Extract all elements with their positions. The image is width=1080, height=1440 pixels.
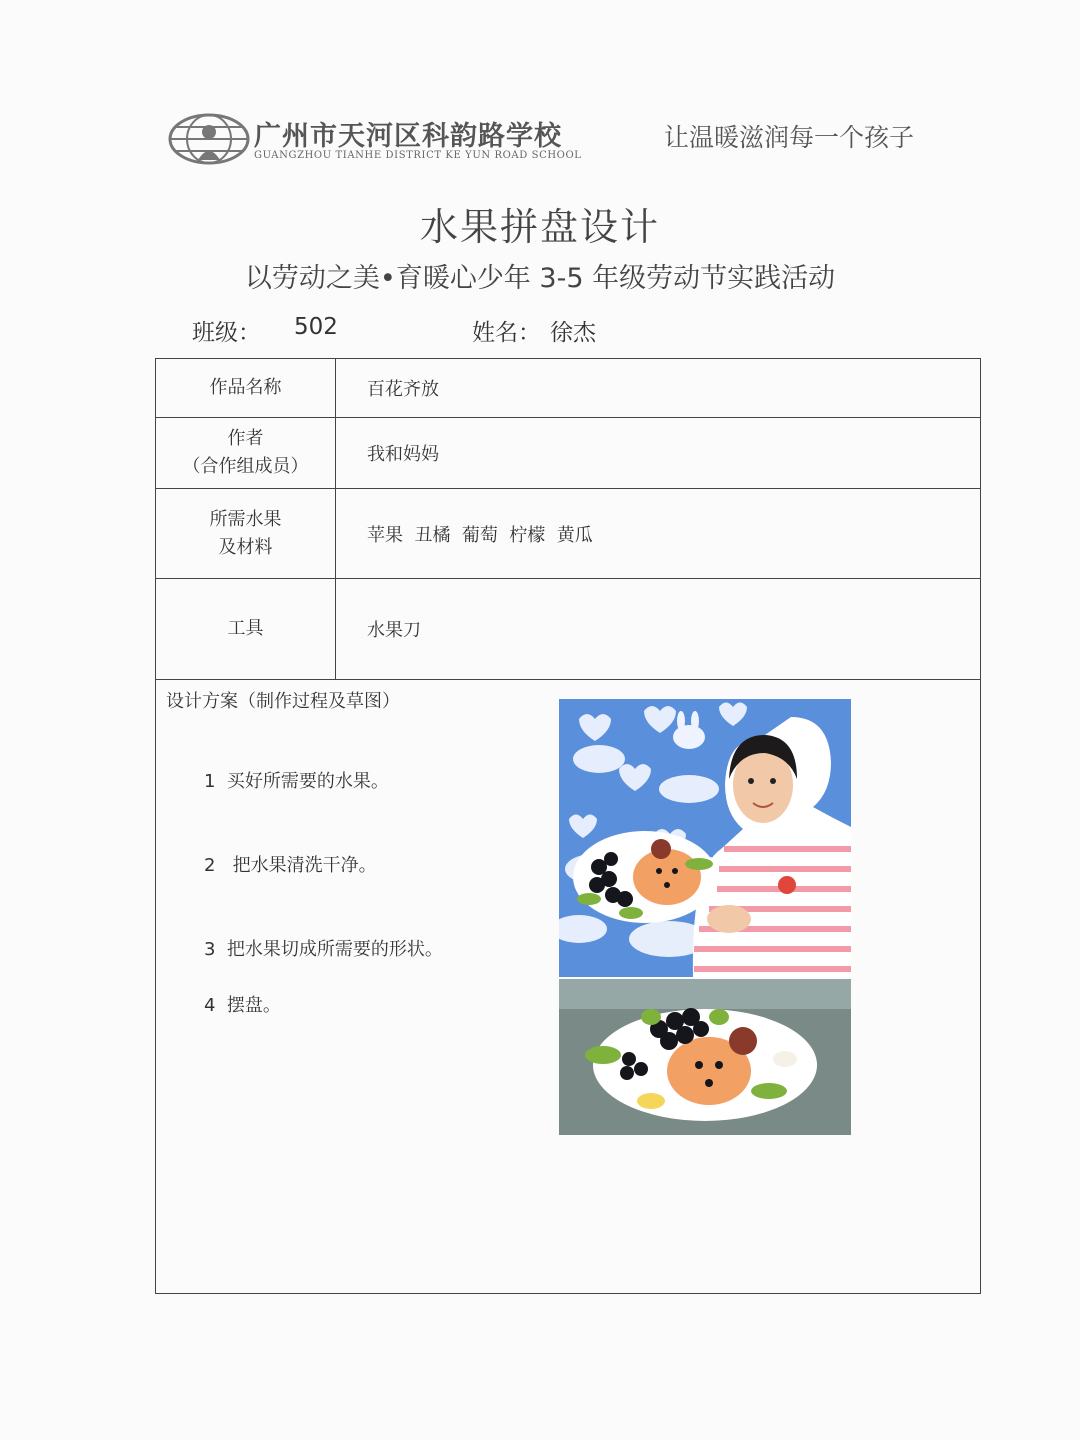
- plan-step-1: 1 买好所需要的水果。: [204, 771, 389, 792]
- class-value: 502: [294, 314, 338, 340]
- author-row: [156, 418, 980, 489]
- materials-value: 苹果 丑橘 葡萄 柠檬 黄瓜: [367, 524, 593, 546]
- work-name-row: [156, 359, 980, 418]
- materials-label-line-2: 及材料: [218, 536, 273, 558]
- page-subtitle: 以劳动之美•育暖心少年 3-5 年级劳动节实践活动: [244, 263, 836, 294]
- work-name-label-text: 作品名称: [209, 377, 282, 398]
- author-label-line-1: 作者: [227, 428, 264, 449]
- materials-row: [156, 489, 980, 579]
- class-label: 班级：: [192, 320, 261, 346]
- school-header: [168, 108, 928, 168]
- school-logo-icon: [168, 112, 250, 166]
- tools-value: 水果刀: [367, 620, 421, 641]
- plan-step-2: 2 把水果清洗干净。: [204, 855, 377, 876]
- design-plan-title: 设计方案（制作过程及草图）: [166, 691, 400, 712]
- name-value: 徐杰: [550, 320, 596, 346]
- page-title: 水果拼盘设计: [419, 205, 660, 249]
- materials-label-line-1: 所需水果: [209, 508, 282, 530]
- materials-label: [156, 489, 336, 578]
- school-name-en: GUANGZHOU TIANHE DISTRICT KE YUN ROAD SCHOOL: [254, 150, 582, 161]
- work-name-label: [156, 359, 336, 417]
- fruit-platter-photo: [559, 699, 851, 1135]
- activity-form-table: [155, 358, 981, 1294]
- author-value: 我和妈妈: [367, 444, 439, 465]
- name-label: 姓名：: [472, 320, 541, 346]
- school-name-cn: 广州市天河区科韵路学校: [254, 121, 562, 152]
- plan-step-3: 3 把水果切成所需要的形状。: [204, 939, 443, 960]
- work-name-value: 百花齐放: [367, 379, 439, 400]
- tools-label-text: 工具: [227, 618, 264, 639]
- school-motto: 让温暖滋润每一个孩子: [664, 123, 915, 152]
- plan-step-4: 4 摆盘。: [204, 995, 281, 1016]
- author-label: [156, 418, 336, 488]
- author-label-line-2: （合作组成员）: [182, 456, 309, 477]
- tools-label: [156, 579, 336, 679]
- tools-row: [156, 579, 980, 680]
